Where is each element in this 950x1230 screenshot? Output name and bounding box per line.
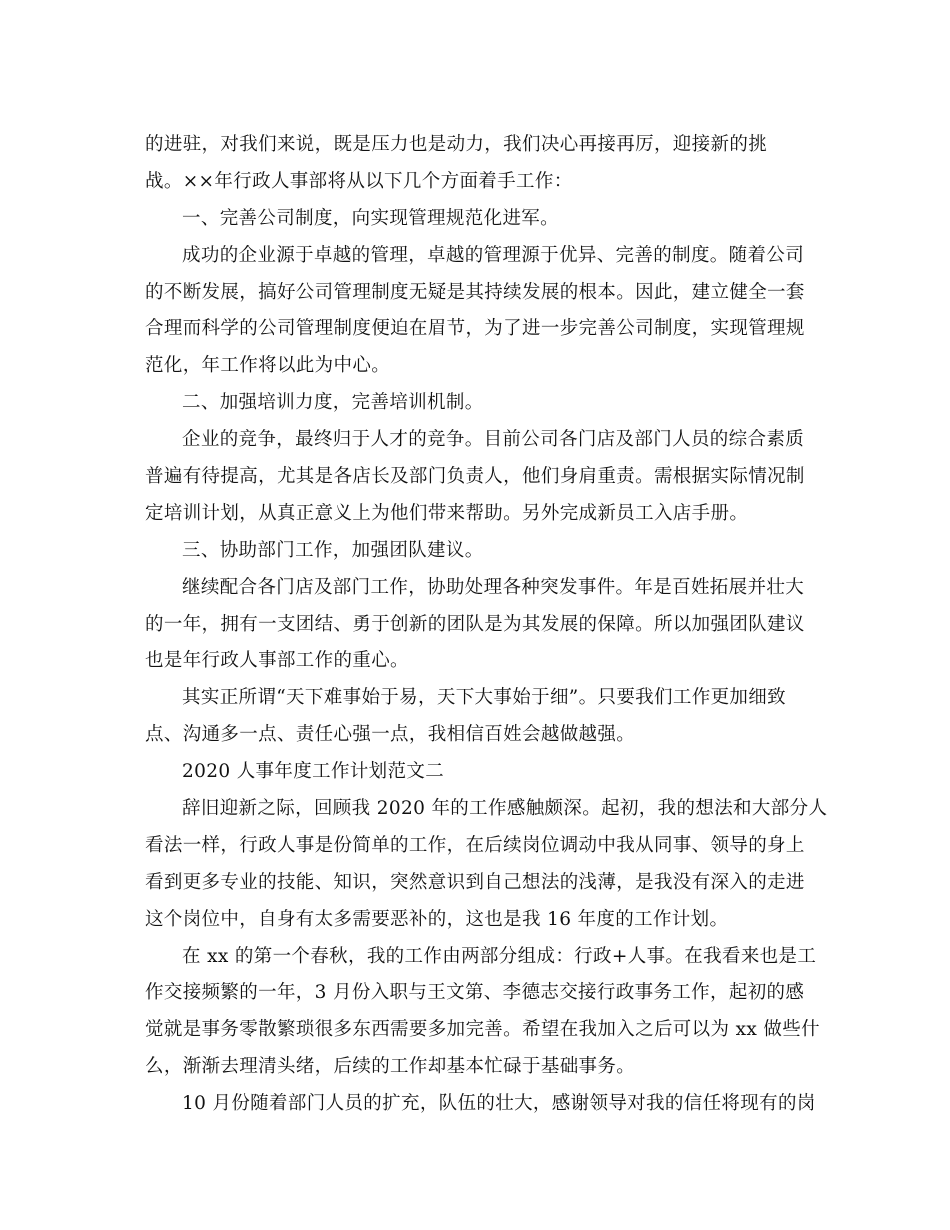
text-line: 点、沟通多一点、责任心强一点，我相信百姓会越做越强。 [145,724,636,746]
text-line: 成功的企业源于卓越的管理，卓越的管理源于优异、完善的制度。随着公司 [182,244,805,266]
text-line: 合理而科学的公司管理制度便迫在眉节，为了进一步完善公司制度，实现管理规 [145,318,805,340]
text-line: 2020 人事年度工作计划范文二 [182,761,445,783]
text-line: 其实正所谓“天下难事始于易，天下大事始于细”。只要我们工作更加细致 [182,687,786,709]
text-line: 的不断发展，搞好公司管理制度无疑是其持续发展的根本。因此，建立健全一套 [145,281,805,303]
text-line: 的进驻，对我们来说，既是压力也是动力，我们决心再接再厉，迎接新的挑 [145,134,768,155]
text-line: 么，渐渐去理清头绪，后续的工作却基本忙碌于基础事务。 [145,1056,636,1078]
text-line: 一、完善公司制度，向实现管理规范化进军。 [182,207,560,229]
text-line: 辞旧迎新之际，回顾我 2020 年的工作感触颇深。起初，我的想法和大部分人 [182,798,828,820]
document-body [145,127,828,1123]
text-line: 普遍有待提高，尤其是各店长及部门负责人，他们身肩重责。需根据实际情况制 [145,466,805,488]
text-line: 三、协助部门工作，加强团队建议。 [182,539,484,561]
text-line: 二、加强培训力度，完善培训机制。 [182,392,484,414]
text-line: 看到更多专业的技能、知识，突然意识到自己想法的浅薄，是我没有深入的走进 [145,871,805,893]
text-line: 作交接频繁的一年，3 月份入职与王文第、李德志交接行政事务工作，起初的感 [145,982,805,1004]
text-line: 看法一样，行政人事是份简单的工作，在后续岗位调动中我从同事、领导的身上 [145,834,805,856]
text-line: 10 月份随着部门人员的扩充，队伍的壮大，感谢领导对我的信任将现有的岗 [182,1093,816,1115]
text-line: 觉就是事务零散繁琐很多东西需要多加完善。希望在我加入之后可以为 xx 做些什 [145,1019,820,1041]
text-line: 企业的竞争，最终归于人才的竞争。目前公司各门店及部门人员的综合素质 [182,429,805,451]
text-line: 范化，年工作将以此为中心。 [145,355,391,377]
text-line: 战。××年行政人事部将从以下几个方面着手工作： [145,170,573,192]
text-line: 在 xx 的第一个春秋，我的工作由两部分组成：行政+人事。在我看来也是工 [182,945,817,967]
text-line: 继续配合各门店及部门工作，协助处理各种突发事件。年是百姓拓展并壮大 [182,576,805,598]
text-line: 的一年，拥有一支团结、勇于创新的团队是为其发展的保障。所以加强团队建议 [145,613,805,635]
text-line: 这个岗位中，自身有太多需要恶补的，这也是我 16 年度的工作计划。 [145,908,729,930]
text-line: 也是年行政人事部工作的重心。 [145,650,409,672]
text-line: 定培训计划，从真正意义上为他们带来帮助。另外完成新员工入店手册。 [145,502,749,524]
